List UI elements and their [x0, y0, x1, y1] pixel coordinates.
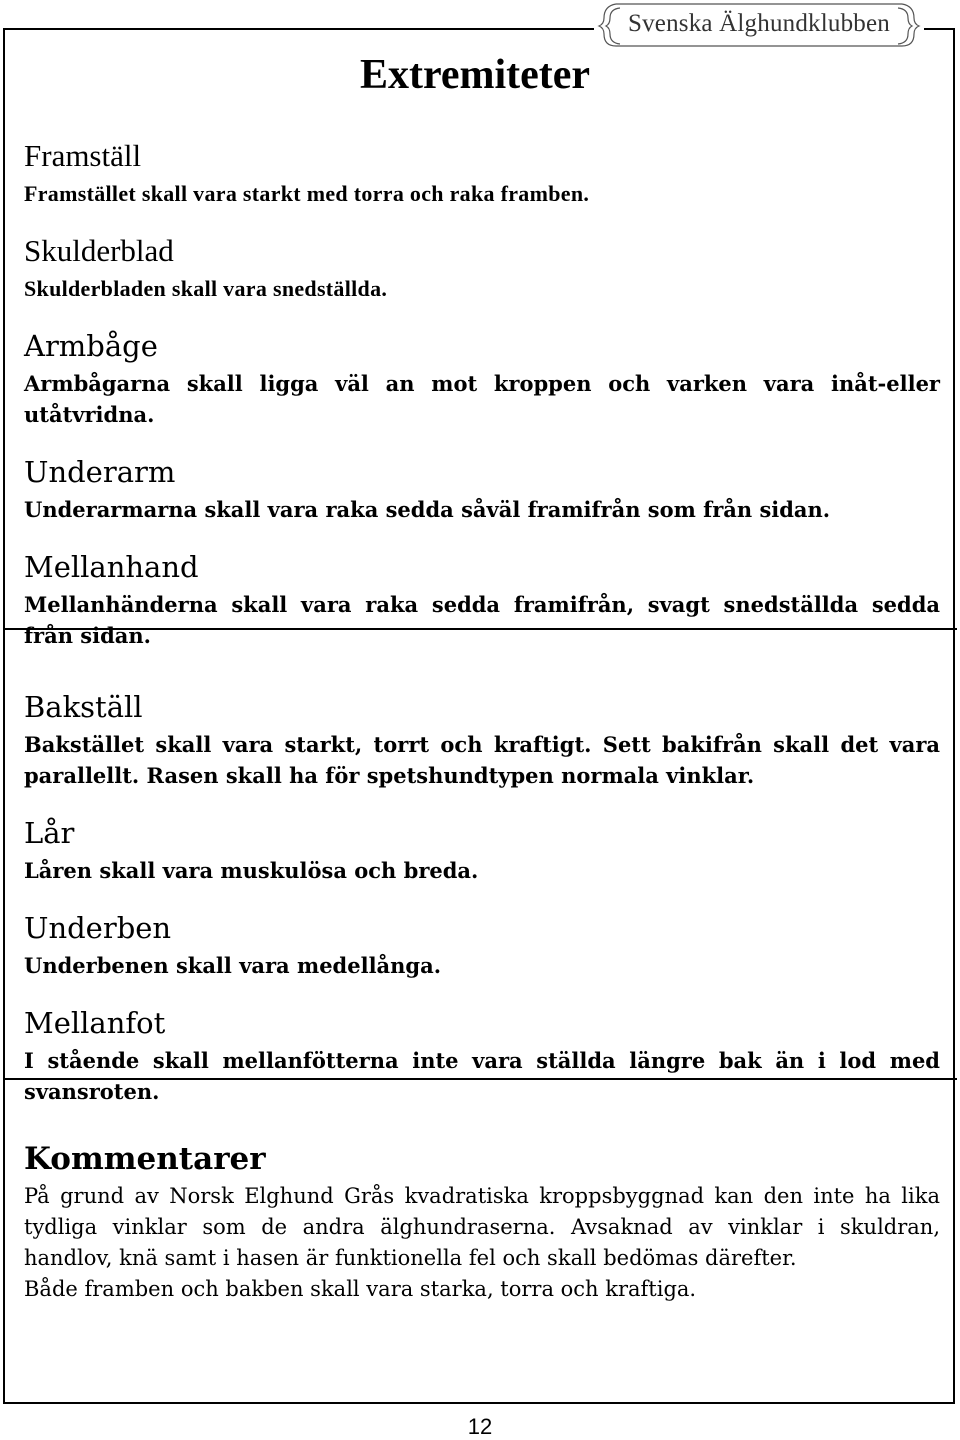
- section-text: Mellanhänderna skall vara raka sedda framifrån, svagt snedställda sedda från sidan.: [24, 592, 940, 648]
- section-heading: Lår: [24, 816, 75, 850]
- section-text: I stående skall mellanfötterna inte vara ställda längre bak än i lod med svansroten.: [24, 1048, 940, 1104]
- section-underarm: [24, 454, 940, 525]
- section-kommentarer: [24, 1141, 940, 1305]
- section-skulderblad: [24, 233, 940, 304]
- section-heading: Framställ: [24, 138, 142, 173]
- section-heading: Armbåge: [24, 329, 158, 363]
- section-text: Låren skall vara muskulösa och breda.: [24, 858, 479, 883]
- section-text: Underarmarna skall vara raka sedda såväl framifrån som från sidan.: [24, 497, 831, 522]
- page-number: 12: [467, 1414, 493, 1439]
- section-framstall: [24, 138, 940, 209]
- page-title: Extremiteter: [360, 52, 591, 98]
- section-heading: Skulderblad: [24, 233, 174, 268]
- comments-paragraph: På grund av Norsk Elghund Grås kvadratiska kroppsbyggnad kan den inte ha lika tydliga vinklar som de andra älghundraserna. Avsaknad av vinklar i skuldran, handlov, knä samt i hasen är funktionella fel och skall bedömas därefter.: [24, 1184, 940, 1270]
- comments-text: [24, 1181, 940, 1305]
- section-text: Armbågarna skall ligga väl an mot kroppen och varken vara inåt-eller utåtvridna.: [24, 371, 940, 427]
- section-heading: Mellanhand: [24, 550, 199, 584]
- section-underben: [24, 910, 940, 981]
- section-text: Skulderbladen skall vara snedställda.: [24, 276, 388, 301]
- section-armbage: [24, 328, 940, 430]
- section-text: Framstället skall vara starkt med torra och raka framben.: [24, 181, 590, 206]
- section-heading: Mellanfot: [24, 1006, 166, 1040]
- section-text: Underbenen skall vara medellånga.: [24, 953, 442, 978]
- section-heading: Bakställ: [24, 690, 143, 724]
- section-mellanfot: [24, 1005, 940, 1107]
- comments-paragraph: Både framben och bakben skall vara starka, torra och kraftiga.: [24, 1277, 697, 1301]
- org-name: Svenska Älghundklubben: [627, 10, 891, 37]
- section-bakstall: [24, 689, 940, 791]
- org-header: [594, 0, 924, 50]
- section-lar: [24, 815, 940, 886]
- section-mellanhand: [24, 549, 940, 651]
- section-text: Bakstället skall vara starkt, torrt och kraftigt. Sett bakifrån skall det vara parallellt. Rasen skall ha för spetshundtypen normala vinklar.: [24, 732, 940, 788]
- section-heading: Underben: [24, 911, 172, 945]
- section-heading: Underarm: [24, 455, 176, 489]
- section-heading: Kommentarer: [24, 1141, 266, 1177]
- main-content: [24, 138, 940, 1329]
